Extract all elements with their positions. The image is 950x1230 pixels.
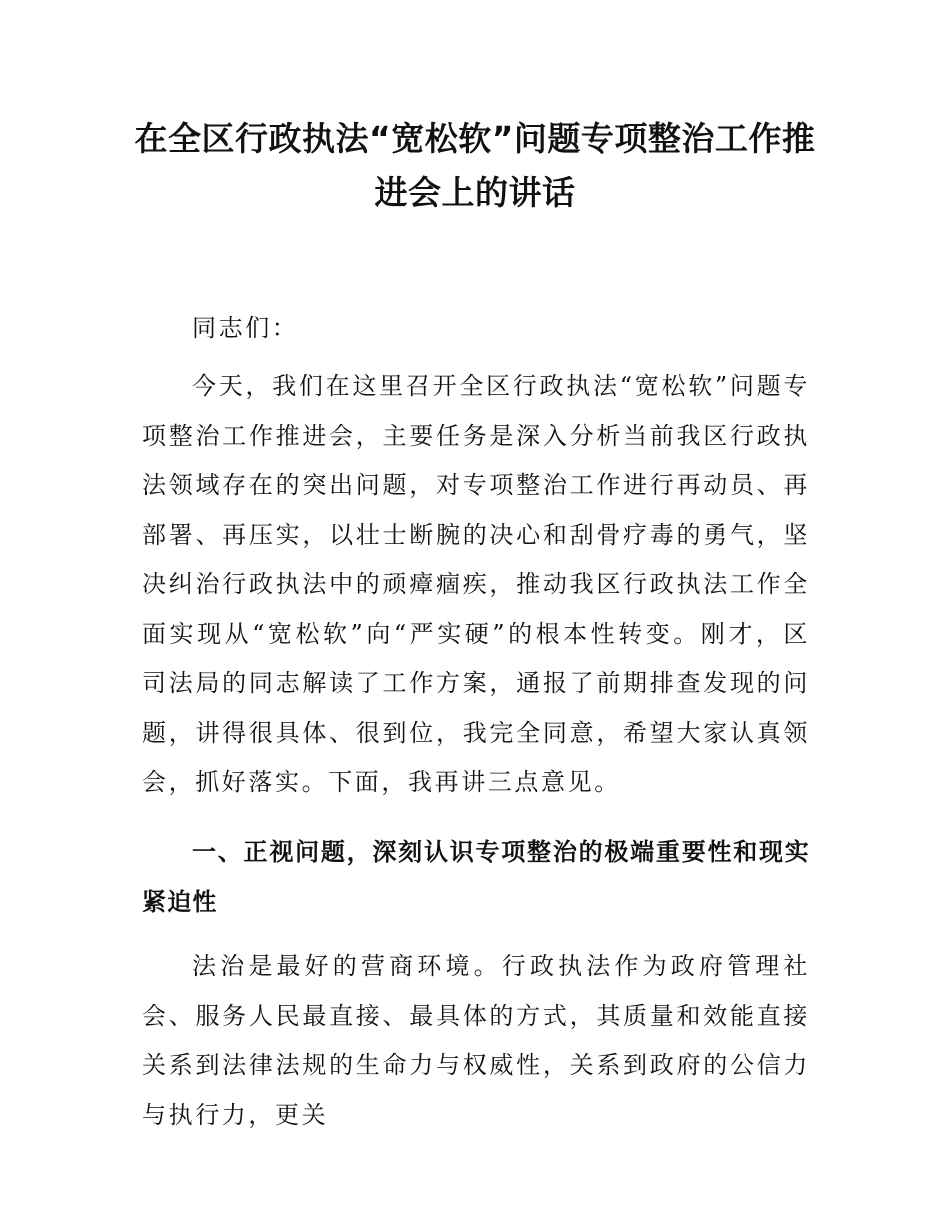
section-heading: 一、正视问题，深刻认识专项整治的极端重要性和现实紧迫性: [142, 838, 810, 916]
paragraph-opening: 今天，我们在这里召开全区行政执法“宽松软”问题专项整治工作推进会，主要任务是深入分析当前我区行政执法领域存在的突出问题，对专项整治工作进行再动员、再部署、再压实，以壮士断腕的决心和刮骨疗毒的勇气，坚决纠治行政执法中的顽瘴痼疾，推动我区行政执法工作全面实现从“宽松软”向“严实硬”的根本性转变。刚才，区司法局的同志解读了工作方案，通报了前期排查发现的问题，讲得很具体、很到位，我完全同意，希望大家认真领会，抓好落实。下面，我再讲三点意见。: [142, 372, 810, 796]
page-title: 在全区行政执法“宽松软”问题专项整治工作推进会上的讲话: [134, 119, 816, 212]
paragraph-section-1: 法治是最好的营商环境。行政执法作为政府管理社会、服务人民最直接、最具体的方式，其质量和效能直接关系到法律法规的生命力与权威性，关系到政府的公信力与执行力，更关: [142, 952, 810, 1129]
salutation: 同志们：: [192, 314, 299, 342]
